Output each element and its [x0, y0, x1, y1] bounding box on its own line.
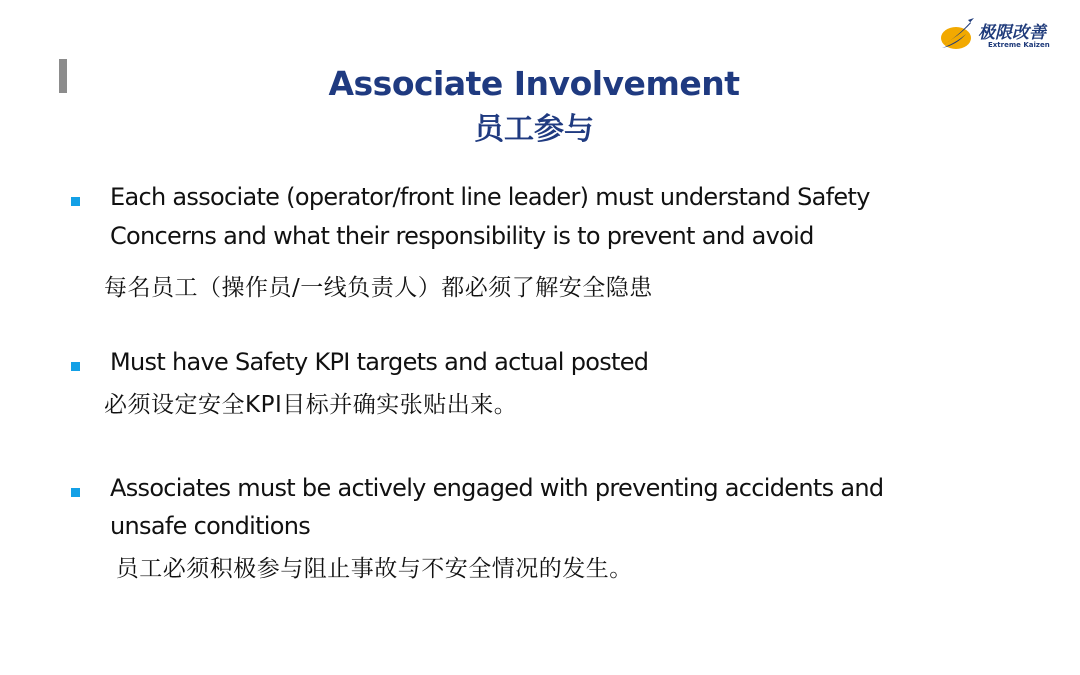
bullet-1-en-line1: Each associate (operator/front line leader) must understand Safety: [110, 183, 870, 211]
bullet-1-cn: 每名员工（操作员/一线负责人）都必须了解安全隐患: [104, 275, 653, 301]
slide-title-cn: 员工参与: [474, 112, 594, 147]
bullet-3-cn: 员工必须积极参与阻止事故与不安全情况的发生。: [108, 556, 633, 582]
bullet-1-en-line2: Concerns and what their responsibility is to prevent and avoid: [110, 222, 814, 250]
bullet-3-en-line1: Associates must be actively engaged with preventing accidents and: [110, 474, 884, 502]
logo-text-en: Extreme Kaizen: [988, 41, 1050, 49]
bullet-2-en-line1: Must have Safety KPI targets and actual posted: [110, 348, 649, 376]
logo-text-cn: 极限改善: [978, 23, 1046, 43]
slide-title-en: Associate Involvement: [328, 64, 740, 103]
bullet-3-en-line2: unsafe conditions: [110, 512, 311, 540]
bullet-marker-3: [71, 488, 80, 497]
rocket-swoosh-icon: [938, 14, 978, 54]
bullet-2-cn: 必须设定安全KPI目标并确实张贴出来。: [104, 392, 518, 418]
bullet-marker-1: [71, 197, 80, 206]
bullet-marker-2: [71, 362, 80, 371]
company-logo: [938, 12, 1058, 58]
